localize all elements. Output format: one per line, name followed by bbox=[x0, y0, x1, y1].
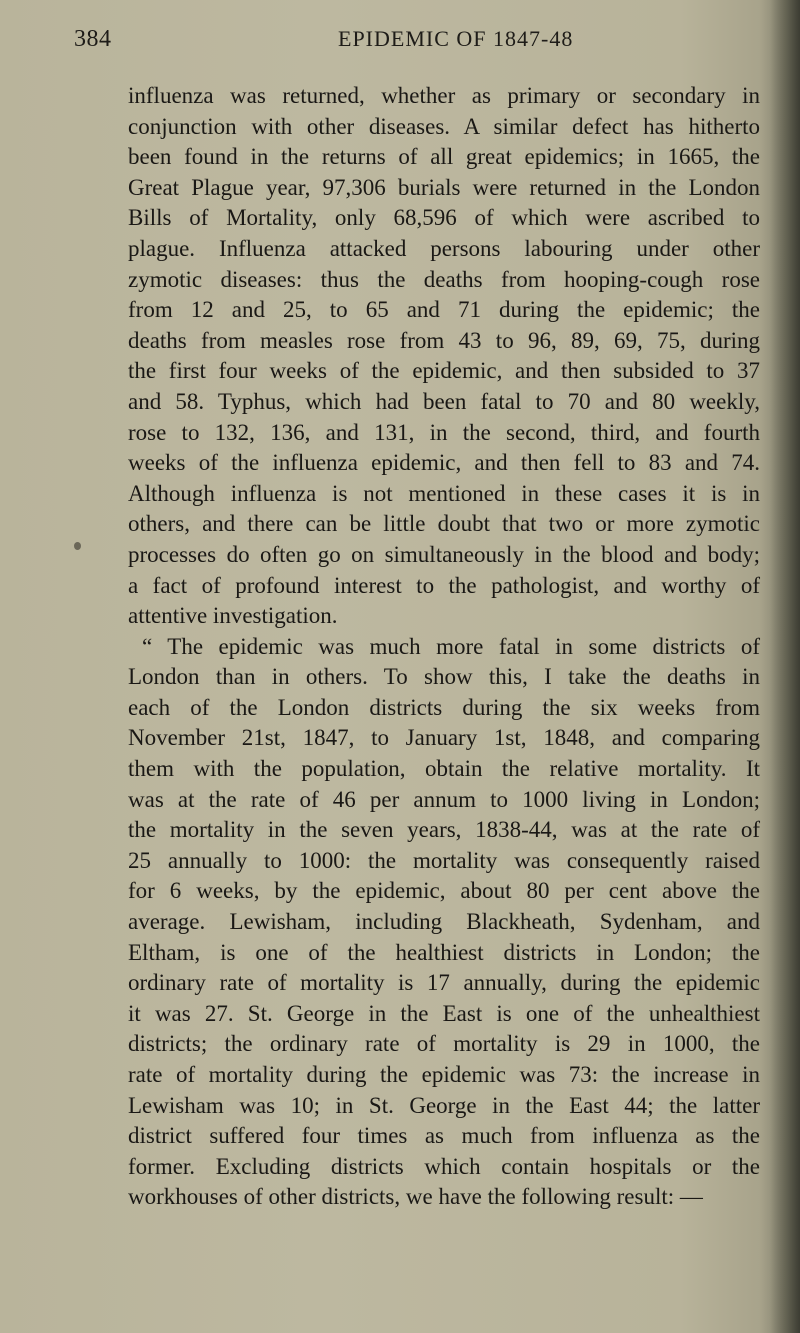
text-line: the first four weeks of the epidemic, and then subsided to 37 bbox=[128, 358, 760, 384]
text-line: Eltham, is one of the healthiest districts in London; the bbox=[128, 939, 760, 965]
text-line: zymotic diseases: thus the deaths from hooping-cough rose bbox=[128, 266, 760, 292]
text-line: the mortality in the seven years, 1838-44, was at the rate of bbox=[128, 817, 760, 843]
text-line: and 58. Typhus, which had been fatal to 70 and 80 weekly, bbox=[128, 388, 760, 414]
text-line: rose to 132, 136, and 131, in the second, third, and fourth bbox=[128, 419, 760, 445]
text-line: each of the London districts during the six weeks from bbox=[128, 694, 760, 720]
text-line: deaths from measles rose from 43 to 96, 89, 69, 75, during bbox=[128, 327, 760, 353]
text-line: processes do often go on simultaneously in the blood and body; bbox=[128, 541, 760, 567]
text-line: Bills of Mortality, only 68,596 of which were ascribed to bbox=[128, 205, 760, 231]
text-line: district suffered four times as much from influenza as the bbox=[128, 1123, 760, 1149]
text-line: a fact of profound interest to the pathologist, and worthy of bbox=[128, 572, 760, 598]
text-line: from 12 and 25, to 65 and 71 during the epidemic; the bbox=[128, 297, 760, 323]
ink-spot bbox=[74, 542, 81, 550]
text-line: Although influenza is not mentioned in these cases it is in bbox=[128, 480, 760, 506]
text-line: ordinary rate of mortality is 17 annually, during the epidemic bbox=[128, 970, 760, 996]
running-head bbox=[74, 16, 774, 56]
text-line: conjunction with other diseases. A similar defect has hitherto bbox=[128, 113, 760, 139]
text-line: it was 27. St. George in the East is one of the unhealthiest bbox=[128, 1000, 760, 1026]
text-line: weeks of the influenza epidemic, and then fell to 83 and 74. bbox=[128, 450, 760, 476]
text-line: others, and there can be little doubt that two or more zymotic bbox=[128, 511, 760, 537]
text-line: was at the rate of 46 per annum to 1000 living in London; bbox=[128, 786, 760, 812]
text-line: rate of mortality during the epidemic was 73: the increase in bbox=[128, 1062, 760, 1087]
text-line: “ The epidemic was much more fatal in some districts of bbox=[142, 633, 760, 659]
text-line: former. Excluding districts which contain hospitals or the bbox=[128, 1153, 760, 1179]
text-line: influenza was returned, whether as primary or secondary in bbox=[128, 83, 760, 108]
running-title: EPIDEMIC OF 1847-48 bbox=[338, 26, 574, 51]
text-line: districts; the ordinary rate of mortality is 29 in 1000, the bbox=[128, 1031, 760, 1057]
text-line: London than in others. To show this, I take the deaths in bbox=[128, 664, 760, 690]
page-edge-shadow bbox=[770, 0, 800, 1333]
text-line: for 6 weeks, by the epidemic, about 80 per cent above the bbox=[128, 878, 760, 904]
page-number: 384 bbox=[74, 26, 112, 52]
text-line: them with the population, obtain the relative mortality. It bbox=[128, 756, 760, 782]
text-line: workhouses of other districts, we have the following result: — bbox=[128, 1184, 703, 1210]
text-line: been found in the returns of all great epidemics; in 1665, the bbox=[128, 144, 760, 170]
text-line: November 21st, 1847, to January 1st, 1848, and comparing bbox=[128, 725, 760, 751]
text-line: Great Plague year, 97,306 burials were returned in the London bbox=[128, 174, 760, 200]
text-line: average. Lewisham, including Blackheath, Sydenham, and bbox=[128, 909, 760, 935]
text-line: 25 annually to 1000: the mortality was consequently raised bbox=[128, 847, 760, 873]
body-text bbox=[128, 81, 760, 1213]
text-line: Lewisham was 10; in St. George in the East 44; the latter bbox=[128, 1092, 760, 1118]
text-line: attentive investigation. bbox=[128, 603, 338, 629]
text-line: plague. Influenza attacked persons labouring under other bbox=[128, 235, 760, 261]
